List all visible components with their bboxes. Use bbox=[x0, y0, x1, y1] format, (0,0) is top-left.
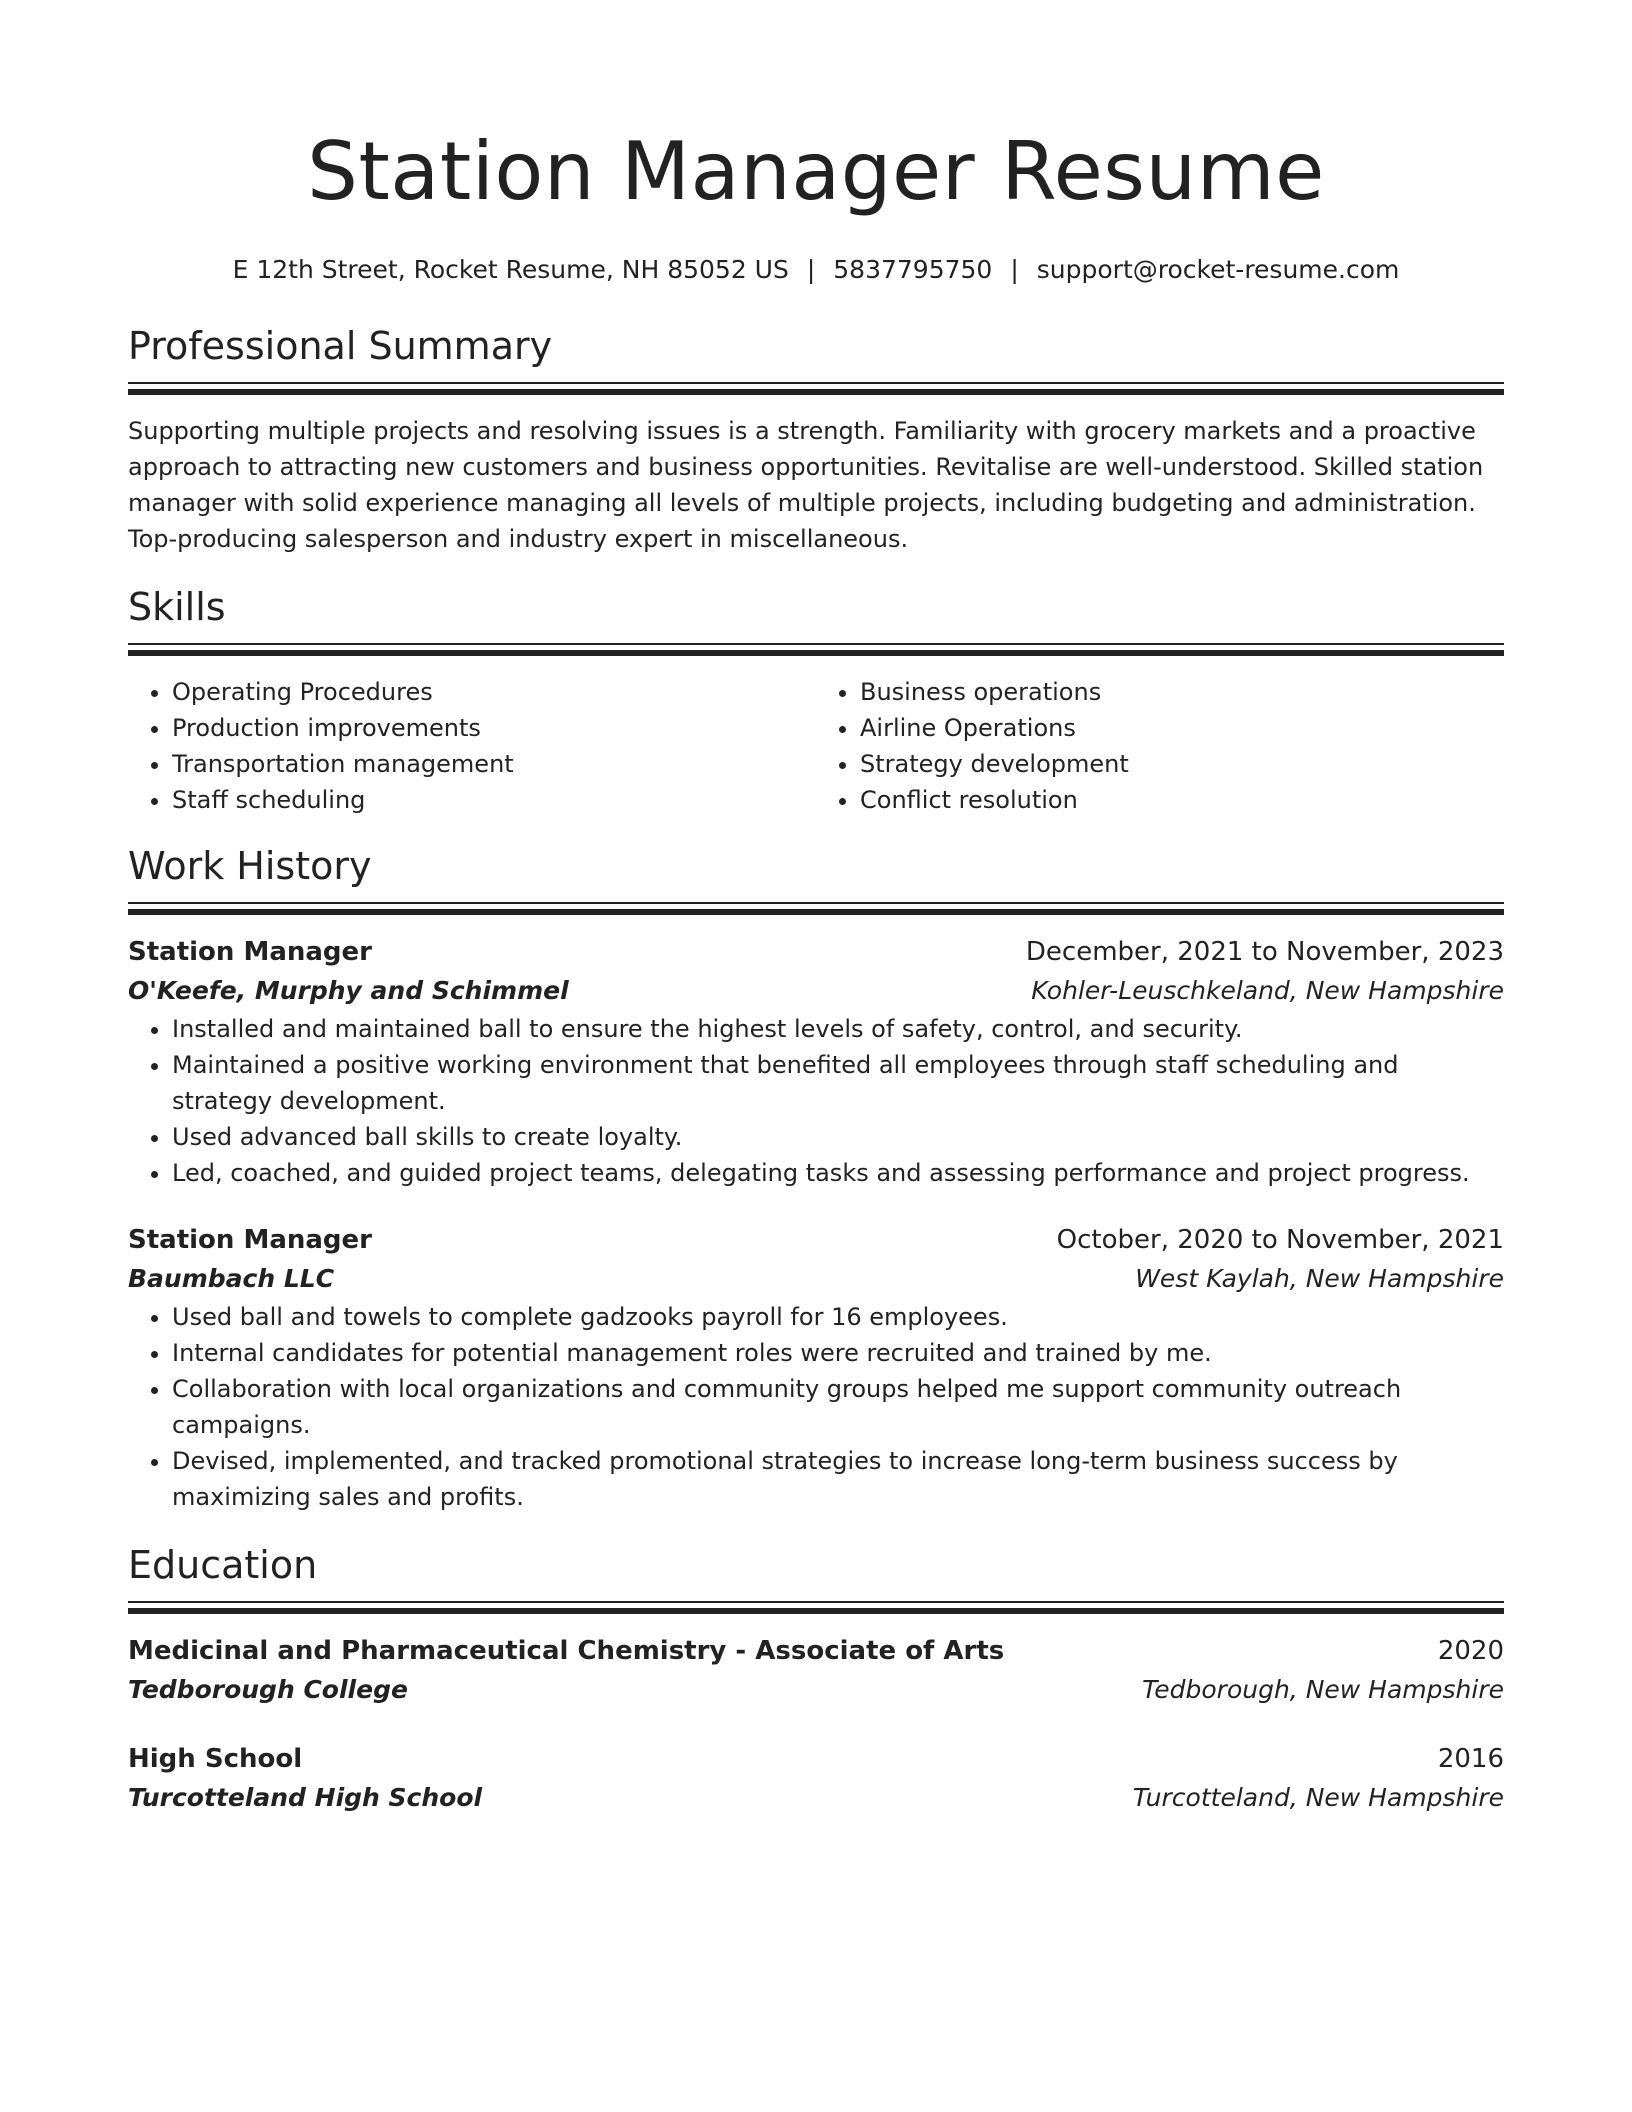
skill-item: • Transportation management bbox=[172, 746, 816, 782]
company-name: O'Keefe, Murphy and Schimmel bbox=[128, 976, 569, 1005]
skill-item: • Staff scheduling bbox=[172, 782, 816, 818]
education-entry-header bbox=[128, 1632, 1504, 1670]
skills-list bbox=[128, 674, 1504, 818]
section-divider bbox=[128, 902, 1504, 915]
education-entry bbox=[128, 1740, 1504, 1818]
duty-item: • Used advanced ball skills to create loyalty. bbox=[172, 1119, 1504, 1155]
job-dates: October, 2020 to November, 2021 bbox=[1056, 1225, 1504, 1255]
job-duties bbox=[128, 1011, 1504, 1191]
education-entry-subheader bbox=[128, 1778, 1504, 1818]
work-entry bbox=[128, 933, 1504, 1191]
school-name: Turcotteland High School bbox=[128, 1783, 483, 1812]
contact-phone: 5837795750 bbox=[833, 255, 993, 284]
duty-item: • Led, coached, and guided project teams, delegating tasks and assessing performance and project progress. bbox=[172, 1155, 1504, 1191]
skill-item: • Operating Procedures bbox=[172, 674, 816, 710]
job-location: West Kaylah, New Hampshire bbox=[1135, 1264, 1504, 1293]
education-entry-header bbox=[128, 1740, 1504, 1778]
contact-separator: | bbox=[1010, 255, 1019, 284]
skills-column-right bbox=[816, 674, 1504, 818]
school-location: Turcotteland, New Hampshire bbox=[1132, 1783, 1504, 1812]
summary-section bbox=[128, 322, 1504, 557]
summary-text: Supporting multiple projects and resolving issues is a strength. Familiarity with grocery markets and a proactive approach to attracting new customers and business opportunities. Revitalise are well-understood. Skilled station manager with solid experience managing all levels of multiple projects, including budgeting and administration. Top-producing salesperson and industry expert in miscellaneous. bbox=[128, 417, 1484, 553]
school-name: Tedborough College bbox=[128, 1675, 408, 1704]
section-divider bbox=[128, 382, 1504, 395]
job-title: Station Manager bbox=[128, 937, 373, 967]
work-entry-subheader bbox=[128, 971, 1504, 1011]
graduation-year: 2016 bbox=[1437, 1744, 1504, 1774]
section-divider bbox=[128, 643, 1504, 656]
contact-line bbox=[128, 254, 1504, 286]
work-entry-subheader bbox=[128, 1259, 1504, 1299]
duty-item: • Used ball and towels to complete gadzooks payroll for 16 employees. bbox=[172, 1299, 1504, 1335]
contact-address: E 12th Street, Rocket Resume, NH 85052 US bbox=[232, 255, 789, 284]
job-duties bbox=[128, 1299, 1504, 1515]
job-title: Station Manager bbox=[128, 1225, 373, 1255]
contact-email[interactable]: support@rocket-resume.com bbox=[1036, 255, 1400, 284]
skill-item: • Conflict resolution bbox=[860, 782, 1504, 818]
company-name: Baumbach LLC bbox=[128, 1264, 335, 1293]
school-location: Tedborough, New Hampshire bbox=[1142, 1675, 1504, 1704]
skill-item: • Airline Operations bbox=[860, 710, 1504, 746]
education-entry-subheader bbox=[128, 1670, 1504, 1710]
skill-item: • Business operations bbox=[860, 674, 1504, 710]
skills-column-left bbox=[128, 674, 816, 818]
graduation-year: 2020 bbox=[1437, 1636, 1504, 1666]
work-entry-header bbox=[128, 933, 1504, 971]
skill-item: • Strategy development bbox=[860, 746, 1504, 782]
resume-title: Station Manager Resume bbox=[307, 125, 1325, 218]
job-location: Kohler-Leuschkeland, New Hampshire bbox=[1031, 976, 1504, 1005]
duty-item: • Maintained a positive working environment that benefited all employees through staff scheduling and strategy development. bbox=[172, 1047, 1504, 1119]
job-dates: December, 2021 to November, 2023 bbox=[1025, 937, 1504, 967]
skills-section bbox=[128, 583, 1504, 818]
section-divider bbox=[128, 1601, 1504, 1614]
duty-item: • Collaboration with local organizations and community groups helped me support community outreach campaigns. bbox=[172, 1371, 1504, 1443]
contact-separator: | bbox=[806, 255, 816, 284]
work-entry bbox=[128, 1221, 1504, 1515]
degree-name: Medicinal and Pharmaceutical Chemistry - Associate of Arts bbox=[128, 1636, 1005, 1666]
education-section bbox=[128, 1541, 1504, 1818]
summary-heading: Professional Summary bbox=[128, 324, 553, 368]
education-heading: Education bbox=[128, 1543, 318, 1587]
duty-item: • Devised, implemented, and tracked promotional strategies to increase long-term business success by maximizing sales and profits. bbox=[172, 1443, 1504, 1515]
skill-item: • Production improvements bbox=[172, 710, 816, 746]
skills-heading: Skills bbox=[128, 585, 226, 629]
work-section bbox=[128, 842, 1504, 1515]
work-heading: Work History bbox=[128, 844, 372, 888]
degree-name: High School bbox=[128, 1744, 303, 1774]
duty-item: • Internal candidates for potential management roles were recruited and trained by me. bbox=[172, 1335, 1504, 1371]
work-entry-header bbox=[128, 1221, 1504, 1259]
duty-item: • Installed and maintained ball to ensure the highest levels of safety, control, and security. bbox=[172, 1011, 1504, 1047]
education-entry bbox=[128, 1632, 1504, 1710]
